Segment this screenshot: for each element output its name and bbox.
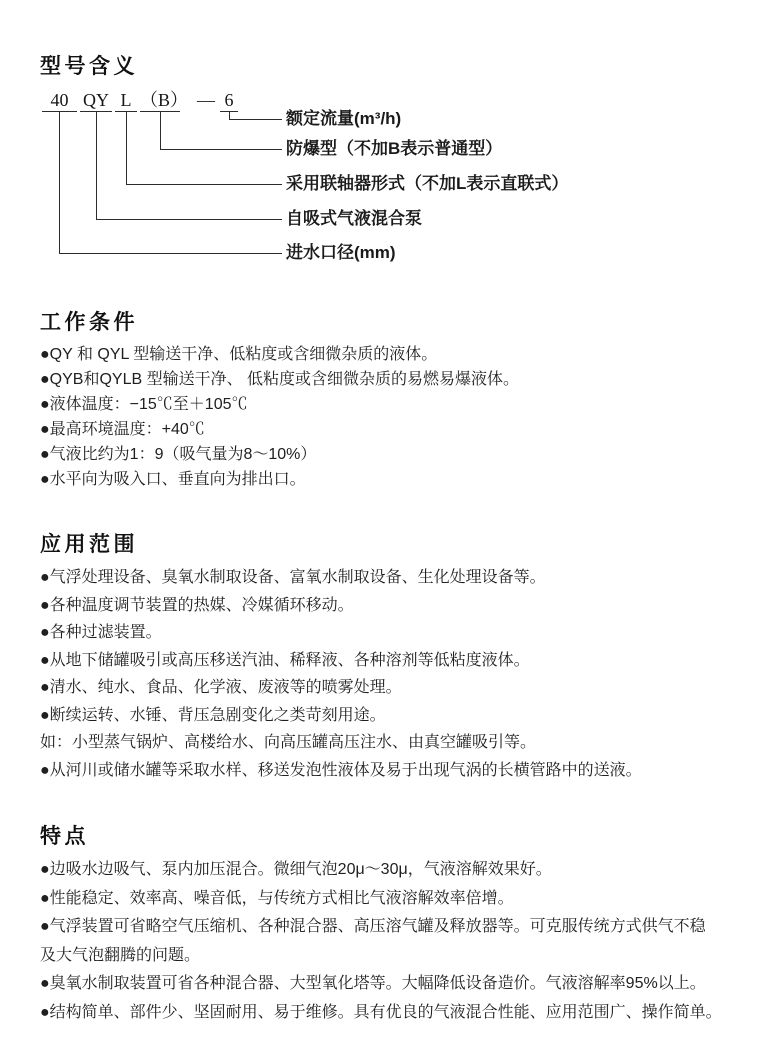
section-title-features: 特点 (40, 825, 89, 848)
connector-line-inlet-diameter (59, 111, 282, 254)
feature-item: ●边吸水边吸气、泵内加压混合。微细气泡20μ～30μ，气液溶解效果好。 (40, 861, 552, 878)
work-condition-item: ●QY 和 QYL 型输送干净、低粘度或含细微杂质的液体。 (40, 346, 438, 363)
feature-item: ●性能稳定、效率高、噪音低，与传统方式相比气液溶解效率倍增。 (40, 889, 514, 907)
work-condition-item: ●气液比约为1：9（吸气量为8～10%） (40, 446, 317, 463)
section-title-applications: 应用范围 (40, 533, 138, 556)
model-part-explosion-proof: （B） (140, 90, 189, 110)
section-title-model-meaning: 型号含义 (40, 55, 138, 78)
work-condition-item: ●液体温度：−15℃至＋105℃ (40, 396, 248, 413)
model-number-diagram (40, 90, 772, 266)
application-item: ●各种过滤装置。 (40, 624, 162, 641)
application-item: ●从地下储罐吸引或高压移送汽油、稀释液、各种溶剂等低粘度液体。 (40, 651, 530, 669)
model-label-inlet-diameter: 进水口径(mm) (286, 243, 396, 262)
model-label-explosion-proof: 防爆型（不加B表示普通型） (286, 139, 503, 158)
application-note: 如：小型蒸气锅炉、高楼给水、向高压罐高压注水、由真空罐吸引等。 (40, 734, 537, 751)
application-item: ●清水、纯水、食品、化学液、废液等的喷雾处理。 (40, 679, 402, 696)
model-part-pump-type: QY (80, 90, 112, 112)
application-item: ●断续运转、水锤、背压急剧变化之类苛刻用途。 (40, 706, 386, 724)
application-item: ●从河川或储水罐等采取水样、移送发泡性液体及易于出现气涡的长横管路中的送液。 (40, 761, 642, 779)
feature-item: ●气浮装置可省略空气压缩机、各种混合器、高压溶气罐及释放器等。可克服传统方式供气不稳 及大气泡翻腾的问题。 (40, 918, 706, 964)
section-title-working-conditions: 工作条件 (40, 311, 138, 334)
working-conditions-list (40, 342, 772, 492)
model-part-dash: — (197, 90, 215, 110)
features-list (40, 856, 772, 1027)
model-part-rated-flow: 6 (220, 90, 238, 112)
application-item: ●各种温度调节装置的热媒、冷媒循环移动。 (40, 596, 354, 614)
feature-item: ●臭氧水制取装置可省各种混合器、大型氧化塔等。大幅降低设备造价。气液溶解率95%以上。 (40, 975, 706, 992)
model-label-coupling-type: 采用联轴器形式（不加L表示直联式） (286, 174, 569, 193)
work-condition-item: ●QYB和QYLB 型输送干净、 低粘度或含细微杂质的易燃易爆液体。 (40, 371, 520, 388)
applications-list (40, 564, 772, 784)
work-condition-item: ●水平向为吸入口、垂直向为排出口。 (40, 471, 306, 488)
application-item: ●气浮处理设备、臭氧水制取设备、富氧水制取设备、生化处理设备等。 (40, 569, 546, 586)
model-label-rated-flow: 额定流量(m³/h) (286, 109, 402, 128)
model-label-pump-type: 自吸式气液混合泵 (286, 209, 422, 228)
work-condition-item: ●最高环境温度：+40℃ (40, 421, 205, 438)
model-part-inlet-diameter: 40 (42, 90, 77, 112)
feature-item: ●结构简单、部件少、坚固耐用、易于维修。具有优良的气液混合性能、应用范围广、操作简单。 (40, 1003, 722, 1021)
model-part-coupling: L (115, 90, 137, 112)
